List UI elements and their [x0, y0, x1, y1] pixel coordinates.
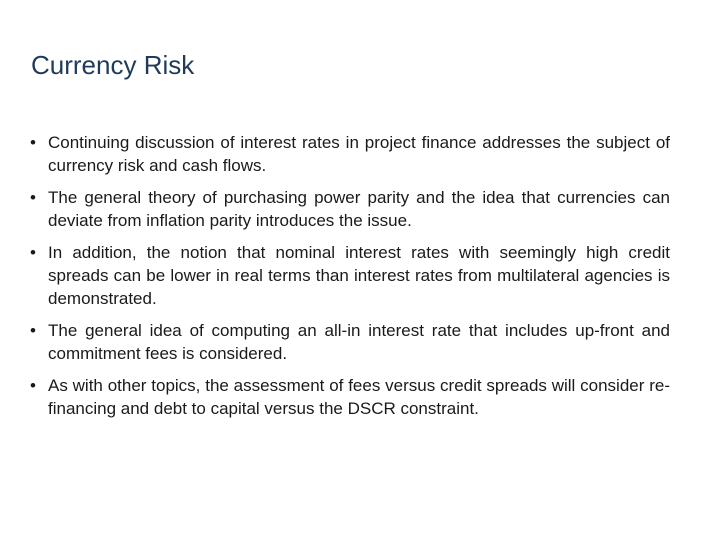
bullet-text: The general theory of purchasing power parity and the idea that currencies can deviate from inflation parity introduces the issue.: [48, 188, 670, 230]
bullet-icon: •: [30, 243, 36, 262]
bullet-item: [30, 131, 670, 177]
bullet-text: As with other topics, the assessment of fees versus credit spreads will consider re-financing and debt to capital versus the DSCR constraint.: [48, 376, 670, 418]
bullet-item: [30, 374, 670, 420]
bullet-text: Continuing discussion of interest rates in project finance addresses the subject of currency risk and cash flows.: [48, 133, 670, 175]
bullet-icon: •: [30, 376, 36, 395]
bullet-text: In addition, the notion that nominal interest rates with seemingly high credit spreads can be lower in real terms than interest rates from multilateral agencies is demonstrated.: [48, 243, 670, 308]
bullet-item: [30, 241, 670, 310]
bullet-item: [30, 186, 670, 232]
bullet-item: [30, 319, 670, 365]
bullet-icon: •: [30, 321, 36, 340]
bullet-icon: •: [30, 188, 36, 207]
bullet-text: The general idea of computing an all-in interest rate that includes up-front and commitment fees is considered.: [48, 321, 670, 363]
slide-title: Currency Risk: [31, 50, 195, 80]
bullet-list: [30, 131, 670, 429]
bullet-icon: •: [30, 133, 36, 152]
